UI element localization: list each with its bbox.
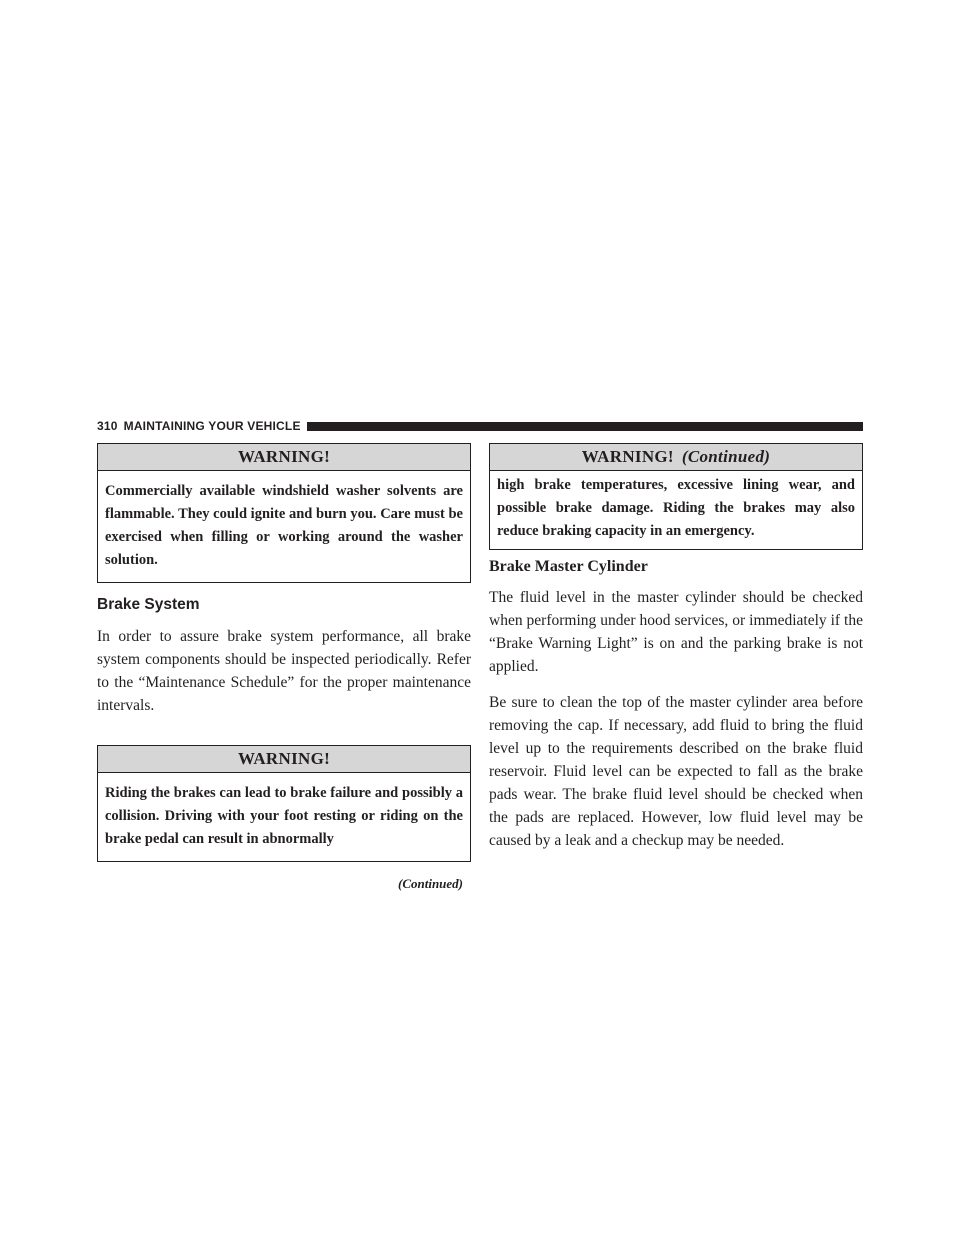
warning-title: WARNING! <box>98 746 470 773</box>
warning-title: WARNING! <box>581 447 674 466</box>
warning-box-riding-brakes <box>97 745 471 862</box>
page-number: 310 <box>97 419 118 433</box>
warning-title: WARNING! <box>98 444 470 471</box>
master-cylinder-paragraph-2: Be sure to clean the top of the master cylinder area before removing the cap. If necessary, add fluid to bring the fluid level up to the requirements described on the brake fluid reservoir. Fluid level can be expected to fall as the brake pads wear. The brake fluid level should be checked when the pads are replaced. However, low fluid level may be caused by a leak and a checkup may be needed. <box>489 694 863 849</box>
warning-text: high brake temperatures, excessive lining wear, and possible brake damage. Riding the brakes may also reduce braking capacity in an emergency. <box>497 477 855 539</box>
right-column <box>489 443 863 865</box>
master-cylinder-paragraph-1: The fluid level in the master cylinder should be checked when performing under hood services, or immediately if the “Brake Warning Light” is on and the parking brake is not applied. <box>489 589 863 675</box>
header-rule <box>307 422 863 431</box>
continued-note: (Continued) <box>397 876 463 891</box>
warning-title-suffix: (Continued) <box>681 447 771 466</box>
section-title: MAINTAINING YOUR VEHICLE <box>123 419 301 433</box>
brake-system-paragraph: In order to assure brake system performance, all brake system components should be inspected periodically. Refer to the “Maintenance Schedule” for the proper maintenance intervals. <box>97 628 471 714</box>
brake-master-cylinder-heading: Brake Master Cylinder <box>489 558 648 575</box>
warning-text: Riding the brakes can lead to brake failure and possibly a collision. Driving with your foot resting or riding on the brake pedal can result in abnormally <box>105 785 463 847</box>
warning-box-washer-solvent <box>97 443 471 583</box>
left-column <box>97 443 471 892</box>
warning-box-continued <box>489 443 863 550</box>
warning-text: Commercially available windshield washer solvents are flammable. They could ignite and burn you. Care must be exercised when filling or working around the washer solution. <box>105 483 463 568</box>
page-header <box>97 419 863 433</box>
warning-title-continued <box>490 444 862 471</box>
brake-system-heading: Brake System <box>97 596 200 613</box>
